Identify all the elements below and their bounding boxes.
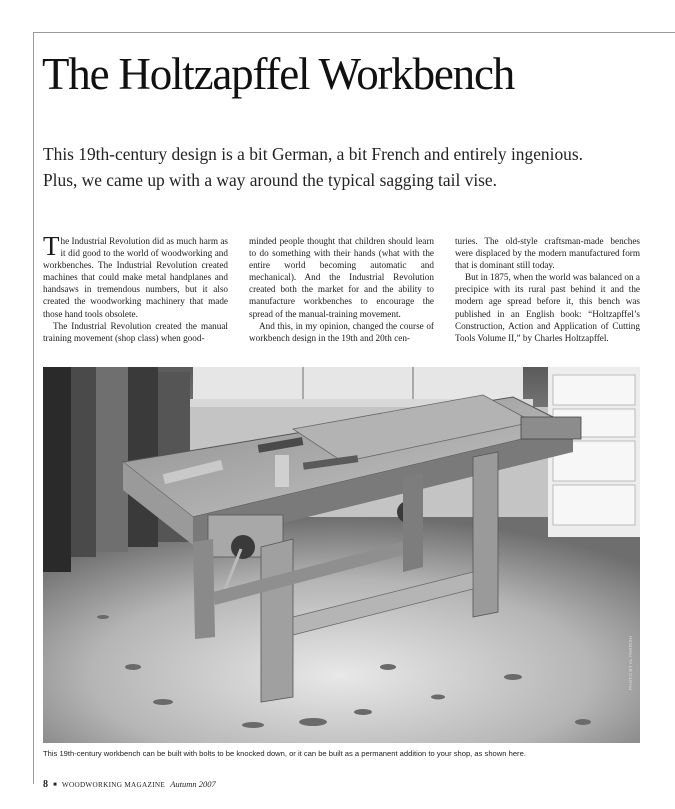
body-paragraph: turies. The old-style craftsman-made benches were displaced by the modern manufactured form that is dominant still today. <box>455 236 640 271</box>
body-paragraph: But in 1875, when the world was balanced on a precipice with its rural past behind it and the modern age spread before it, this bench was published in an English book: “Holtzapffel’s Construction, Action and Application of Cutting Tools Volume II,” by Charles Holtzapffel. <box>455 272 640 343</box>
body-paragraph <box>43 231 228 320</box>
workbench-photo <box>43 367 640 743</box>
page-number: 8 <box>43 779 48 790</box>
footer-separator: ■ <box>53 782 57 788</box>
body-paragraph: And this, in my opinion, changed the course of workbench design in the 19th and 20th cen- <box>249 320 434 343</box>
magazine-name: WOODWORKING MAGAZINE <box>61 781 166 789</box>
article-deck <box>43 141 653 193</box>
deck-line: This 19th-century design is a bit German, a bit French and entirely ingenious. <box>43 144 583 164</box>
body-paragraph: The Industrial Revolution created the manual training movement (shop class) when good- <box>43 320 228 343</box>
drop-cap: T <box>43 231 60 261</box>
issue-date: Autumn 2007 <box>170 779 216 789</box>
photo-caption: This 19th-century workbench can be built with bolts to be knocked down, or it can be built as a permanent addition to your shop, as shown here. <box>43 749 526 758</box>
body-column-3 <box>455 235 640 344</box>
page-rule-left <box>33 32 34 784</box>
paragraph-text: he Industrial Revolution did as much harm as it did good to the world of woodworking and workbenches. The Industrial Revolution created machines that could make metal handplanes and handsaws in tremendous numbers, but it also created the woodworking machinery that made those hand tools obsolete. <box>43 236 228 319</box>
body-column-2 <box>249 235 434 344</box>
deck-line: Plus, we came up with a way around the typical sagging tail vise. <box>43 170 497 190</box>
article-title: The Holtzapffel Workbench <box>42 49 515 99</box>
photo-credit: PHOTO BY AL PARRISH <box>628 635 633 690</box>
page-rule-top <box>33 32 675 33</box>
body-column-1 <box>43 231 228 344</box>
workbench-photo-illustration <box>43 367 640 743</box>
body-paragraph: minded people thought that children should learn to do something with their hands (what with the entire world becoming automatic and mechanical). And the Industrial Revolution created both the market for and the ability to manufacture workbenches to encourage the spread of the manual-training movement. <box>249 236 434 319</box>
page-footer <box>43 779 216 790</box>
